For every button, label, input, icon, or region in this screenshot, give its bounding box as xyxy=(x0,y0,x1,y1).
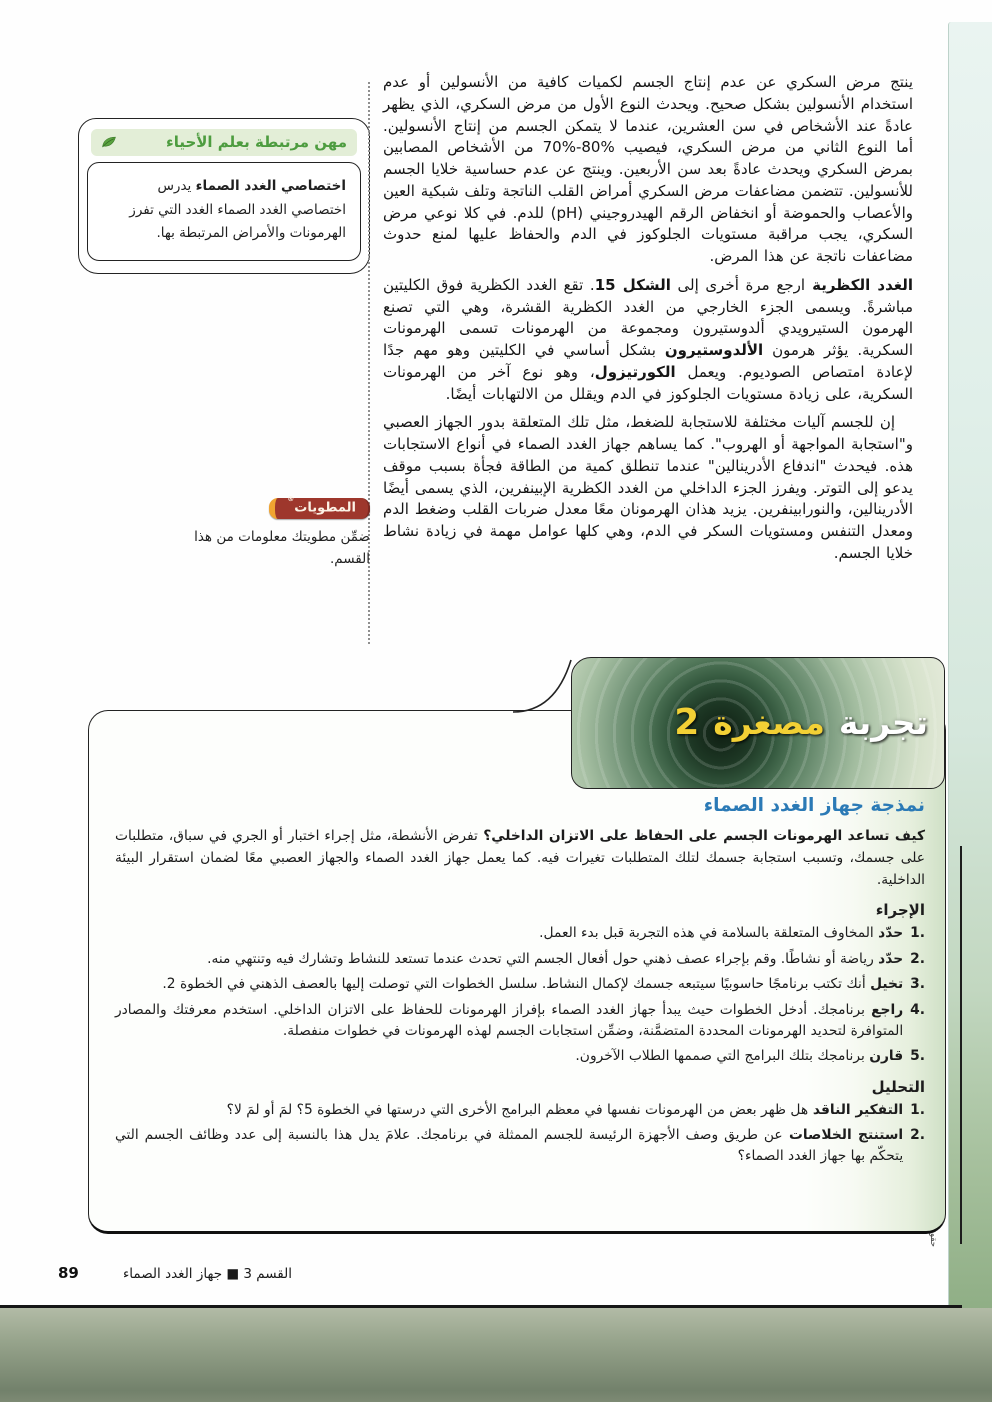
step-text: قارن برنامجك بتلك البرامج التي صممها الطلاب الآخرون. xyxy=(575,1048,904,1065)
step-number: 4. xyxy=(910,1001,925,1018)
procedure-step-1 xyxy=(115,923,925,944)
page-footer xyxy=(58,1264,292,1282)
careers-box-body: اختصاصي الغدد الصماء يدرس اختصاصي الغدد الصماء الغدد التي تفرز الهرمونات والأمراض المرتبطة بها. xyxy=(87,162,361,261)
minilab-title: نمذجة جهاز الغدد الصماء xyxy=(703,795,925,816)
step-text: التفكير الناقد هل ظهر بعض من الهرمونات نفسها في معظم البرامج الأخرى التي درستها في الخطوة 5؟ لمَ أو لمَ لا؟ xyxy=(226,1101,904,1118)
step-text: تخيل أنك تكتب برنامجًا حاسوبيًا سيتبعه جسمك لإكمال النشاط. سلسل الخطوات التي توصلت إليها بالعصف الذهني في الخطوة 2. xyxy=(162,976,904,993)
banner-connector-curve xyxy=(513,654,577,716)
page-number: 89 xyxy=(58,1264,79,1282)
foldables-note xyxy=(150,496,370,570)
foldables-text: ضمِّن مطويتك معلومات من هذا القسم. xyxy=(194,529,370,567)
leaf-icon xyxy=(101,135,117,149)
careers-box-header xyxy=(91,129,357,156)
minilab-box xyxy=(88,702,946,1234)
analysis-header: التحليل xyxy=(871,1077,925,1096)
step-number: 1. xyxy=(910,925,925,942)
procedure-header: الإجراء xyxy=(875,901,925,920)
procedure-step-3 xyxy=(115,974,925,995)
step-text: حدّد رياضة أو نشاطًا. وقم بإجراء عصف ذهني حول أفعال الجسم التي تحدث عندما تستعد للنشاط وتشارك فيه وتنتهي منه. xyxy=(207,950,904,967)
careers-box-title: مهن مرتبطة بعلم الأحياء xyxy=(166,133,347,151)
step-text: راجع برنامجك. أدخل الخطوات حيث يبدأ جهاز الغدد الصماء بإفراز الهرمونات للحفاظ على الاتزان الداخلي. استخدم معرفتك والمصادر المتوافرة لتحديد الهرمونات المحددة المتضمَّنة، وضمِّن استجابات الجسم لهذه الهرمونات في خطوات منفصلة. xyxy=(115,1001,904,1039)
foldables-badge xyxy=(269,494,370,519)
paragraph-adrenal-glands: الغدد الكظرية ارجع مرة أخرى إلى الشكل 15. تقع الغدد الكظرية فوق الكليتين مباشرةً. ويسمى الجزء الخارجي من الغدد الكظرية القشرة، وهي التي تصنع الهرمون الستيرويدي ألدوستيرون ومجموعة من الهرمونات تسمى الهرمونات السكرية. يؤثر هرمون الألدوستيرون بشكل أساسي في الكليتين وهو مهم جدًا لإعادة امتصاص الصوديوم. ويعمل الكورتيزول، وهو نوع آخر من الهرمونات السكرية، على زيادة مستويات الجلوكوز في الدم ويقلل من الالتهابات أيضًا. xyxy=(383,275,914,403)
analysis-item-2 xyxy=(115,1125,925,1168)
foldables-badge-label: المطويات xyxy=(294,500,356,515)
procedure-step-4 xyxy=(115,1000,925,1043)
minilab-intro: كيف تساعد الهرمونات الجسم على الحفاظ على الاتزان الداخلي؟ تفرض الأنشطة، مثل إجراء اختبار أو الجري في سباق، متطلبات على جسمك، وتسبب استجابة جسمك لتلك المتطلبات تغيرات فيه. كما يعمل جهاز الغدد الصماء والجهاز العصبي معًا لضمان استقرار البيئة الداخلية. xyxy=(115,828,925,888)
banner-number: 2 xyxy=(674,702,700,743)
step-text: حدّد المخاوف المتعلقة بالسلامة في هذه التجربة قبل بدء العمل. xyxy=(539,925,904,942)
minilab-content xyxy=(89,711,945,1231)
spine-divider-line xyxy=(960,846,962,1244)
step-number: 1. xyxy=(910,1101,925,1118)
paragraph-stress-response: إن للجسم آليات مختلفة للاستجابة للضغط، مثل تلك المتعلقة بدور الجهاز العصبي و"استجابة المواجهة أو الهروب". كما يساهم جهاز الغدد الصماء في أنواع الاستجابات هذه. فيحدث "اندفاع الأدرينالين" عندما تنطلق كمية من الطاقة فجأة بسبب موقف يدعو إلى التوتر. ويفرز الجزء الداخلي من الغدد الكظرية الإبينفرين، الذي يسمى أيضًا الأدرينالين، والنورابينفرين. يزيد هذان الهرمونان معًا معدل ضربات القلب وضغط الدم ومعدل التنفس ومستويات السكر في الدم، وهي كلها عوامل مهمة في زيادة نشاط خلايا الجسم. xyxy=(383,413,913,562)
analysis-item-1 xyxy=(115,1100,925,1121)
banner-word-white: تجربة xyxy=(838,703,928,742)
main-text-column xyxy=(383,72,913,565)
paragraph-diabetes: ينتج مرض السكري عن عدم إنتاج الجسم لكميات كافية من الأنسولين أو عدم استخدام الأنسولين بشكل صحيح. ويحدث النوع الأول من مرض السكري، الذي يظهر عادةً عند الأشخاص في سن العشرين، عندما لا يتمكن الجسم من إنتاج الأنسولين. أما النوع الثاني من مرض السكري، فيصيب 70%-80% من الأشخاص المصابين بمرض السكري ويحدث عادةً بعد سن الأربعين. وينتج عن عدم حساسية خلايا الجسم للأنسولين. تتضمن مضاعفات مرض السكري أمراض القلب الناتجة وتلف شبكية العين والأعصاب والحموضة أو انخفاض الرقم الهيدروجيني (pH) للدم. في كلا نوعي مرض السكري، يجب مراقبة مستويات الجلوكوز في الدم والحفاظ عليها لمنع حدوث مضاعفات ناتجة عن هذا المرض. xyxy=(383,73,914,265)
step-number: 5. xyxy=(910,1048,925,1065)
page-edge-strip xyxy=(948,22,992,1312)
procedure-step-5 xyxy=(115,1046,925,1067)
step-text: استنتج الخلاصات عن طريق وصف الأجهزة الرئيسة للجسم الممثلة في برنامجك. علامَ يدل هذا بالنسبة إلى عدد وظائف الجسم التي يتحكّم بها جهاز الغدد الصماء؟ xyxy=(115,1127,904,1165)
banner-word-yellow: مصغرة xyxy=(713,703,825,742)
step-number: 2. xyxy=(910,950,925,967)
careers-box xyxy=(78,118,370,274)
book-edge-band xyxy=(0,1308,992,1402)
step-number: 2. xyxy=(910,1127,925,1144)
step-number: 3. xyxy=(910,976,925,993)
procedure-step-2 xyxy=(115,949,925,970)
registered-mark: ® xyxy=(287,494,295,503)
section-label: القسم 3 ■ جهاز الغدد الصماء xyxy=(122,1266,292,1282)
